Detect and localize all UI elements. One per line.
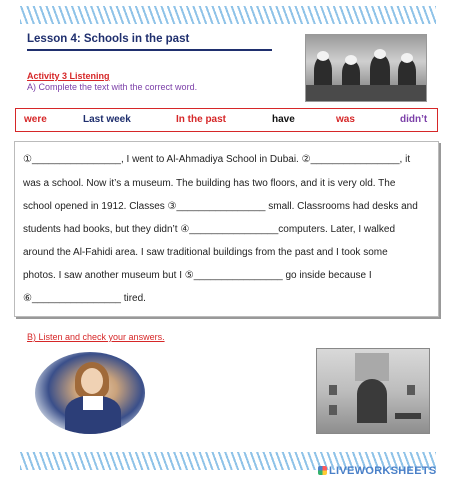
word-bank <box>15 108 438 132</box>
word-bank-item-was: was <box>336 114 355 125</box>
passage-line-4: students had books, but they didn’t ④________________computers. Later, I walked <box>23 224 396 235</box>
word-bank-item-in-the-past: In the past <box>176 114 227 125</box>
students-photo <box>35 352 145 434</box>
classroom-photo <box>305 34 427 102</box>
word-bank-item-have: have <box>272 114 295 125</box>
brand-text: LIVEWORKSHEETS <box>329 465 437 477</box>
word-bank-item-were: were <box>24 114 47 125</box>
activity-heading: Activity 3 Listening <box>27 71 110 81</box>
part-b-instruction: B) Listen and check your answers. <box>27 332 165 342</box>
title-underline <box>27 49 272 51</box>
liveworksheets-logo-icon <box>318 466 327 475</box>
lesson-title: Lesson 4: Schools in the past <box>27 33 190 45</box>
passage-line-7: ⑥________________ tired. <box>23 293 146 304</box>
liveworksheets-brand <box>318 465 437 477</box>
activity-instruction: A) Complete the text with the correct word. <box>27 82 198 92</box>
word-bank-item-last-week: Last week <box>83 114 131 125</box>
passage-box <box>14 141 439 317</box>
passage-line-2: was a school. Now it’s a museum. The building has two floors, and it is very old. The <box>23 178 396 189</box>
passage-line-5: around the Al-Fahidi area. I saw traditional buildings from the past and I took some <box>23 247 388 258</box>
passage-line-1: ①________________, I went to Al-Ahmadiya School in Dubai. ②________________, it <box>23 154 411 165</box>
museum-building-photo <box>316 348 430 434</box>
passage-line-6: photos. I saw another museum but I ⑤________________ go inside because I <box>23 270 372 281</box>
word-bank-item-didnt: didn’t <box>400 114 428 125</box>
top-decorative-stripe <box>20 6 436 24</box>
passage-line-3: school opened in 1912. Classes ③________________ small. Classrooms had desks and <box>23 201 418 212</box>
